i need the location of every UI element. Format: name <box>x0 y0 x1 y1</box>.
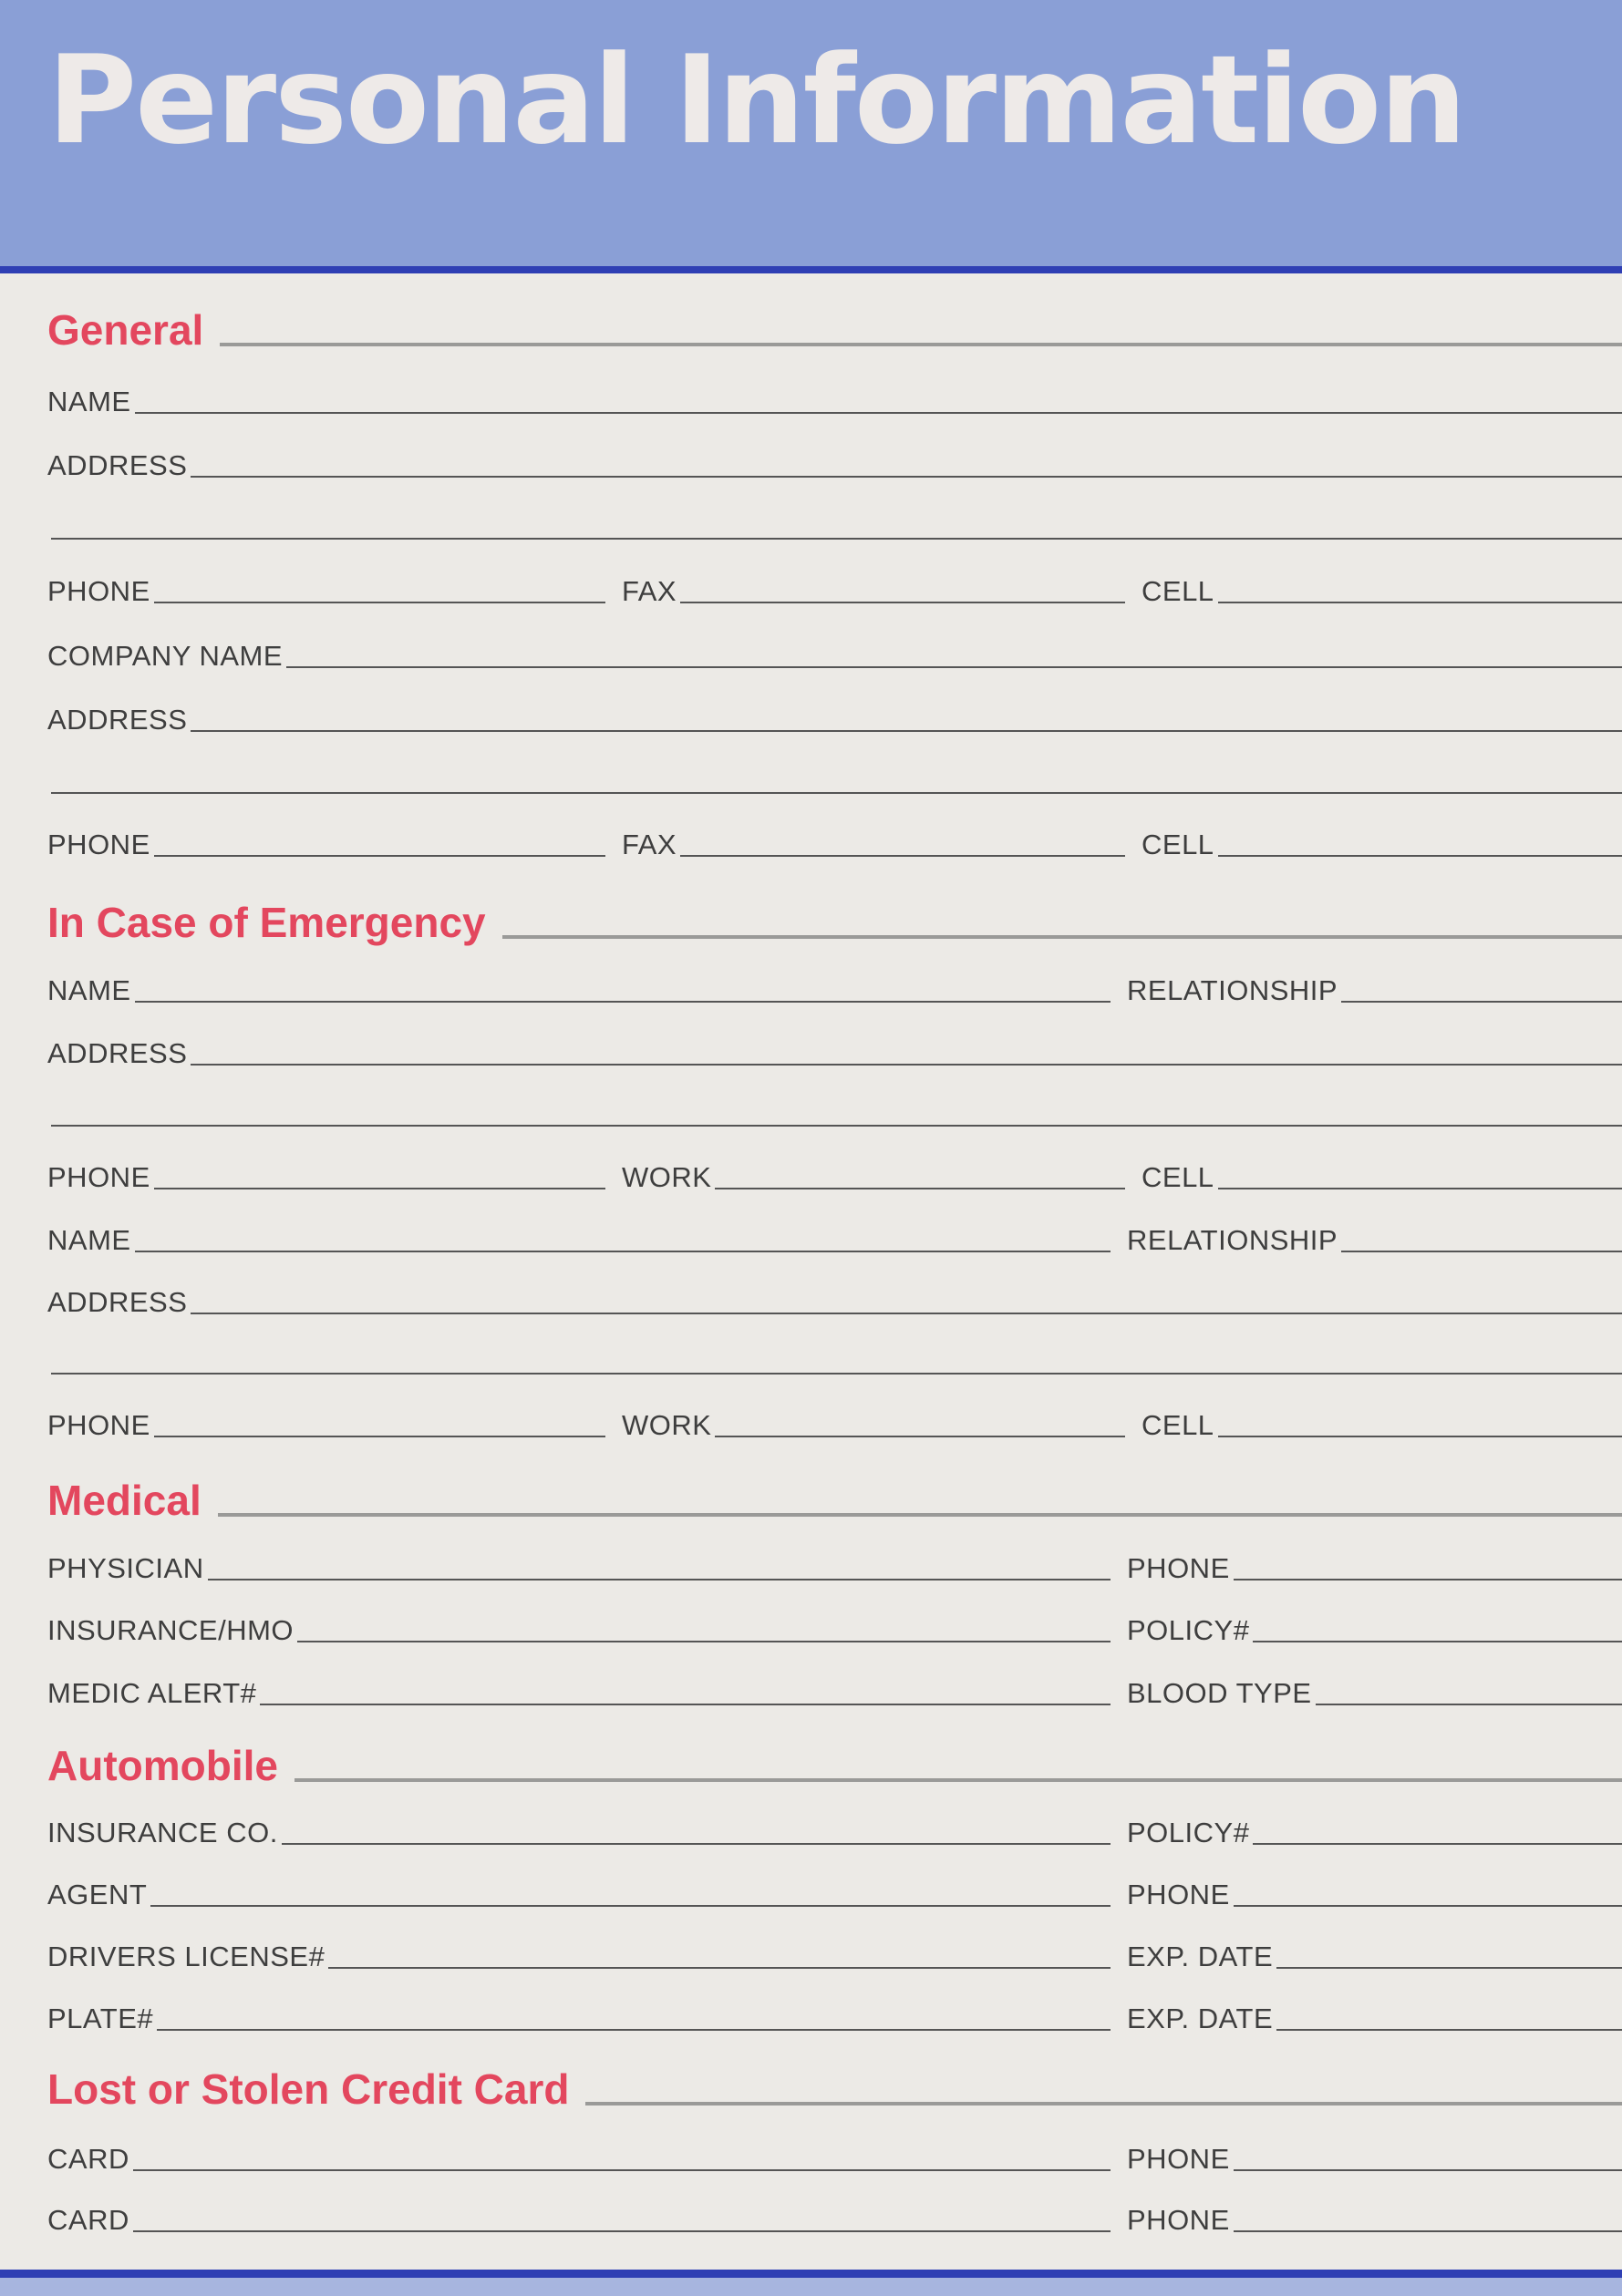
emergency-2-address-field[interactable] <box>47 1282 1622 1318</box>
section-emergency <box>47 899 1622 950</box>
emergency-1-work-field[interactable] <box>605 1157 1125 1193</box>
field-label: PHONE <box>47 1409 150 1441</box>
general-name-field[interactable] <box>47 381 1622 417</box>
blank-line[interactable] <box>1234 1579 1622 1580</box>
field-label: ADDRESS <box>47 449 188 481</box>
blank-line[interactable] <box>286 666 1622 668</box>
field-label: INSURANCE CO. <box>47 1817 278 1848</box>
blank-line[interactable] <box>191 730 1622 732</box>
field-label: FAX <box>622 829 677 860</box>
blank-line[interactable] <box>1341 1251 1622 1252</box>
company-address-field[interactable] <box>47 699 1622 736</box>
blank-line[interactable] <box>1218 1436 1622 1437</box>
header-banner <box>0 0 1622 266</box>
blank-line[interactable] <box>1234 1905 1622 1907</box>
medical-alert-row <box>47 1673 1622 1709</box>
field-label: DRIVERS LICENSE# <box>47 1941 325 1972</box>
field-label: RELATIONSHIP <box>1127 974 1338 1006</box>
field-label: CELL <box>1142 829 1214 860</box>
emergency-2-name-field[interactable] <box>47 1220 1111 1256</box>
blank-line[interactable] <box>680 855 1125 857</box>
section-title-medical: Medical <box>47 1477 218 1524</box>
emergency-2-phone-row <box>47 1405 1622 1441</box>
plate-field[interactable] <box>47 1998 1111 2034</box>
company-phone-row <box>47 824 1622 860</box>
general-name-row <box>47 381 1622 417</box>
blood-type-field[interactable] <box>1111 1673 1622 1709</box>
blank-line[interactable] <box>191 1313 1622 1314</box>
section-rule <box>47 1513 1622 1517</box>
general-phone-row <box>47 571 1622 607</box>
field-label: CARD <box>47 2143 129 2175</box>
blank-line[interactable] <box>1218 855 1622 857</box>
insurance-hmo-field[interactable] <box>47 1610 1111 1646</box>
plate-exp-date-field[interactable] <box>1111 1998 1622 2034</box>
field-label: COMPANY NAME <box>47 640 284 672</box>
blank-line[interactable] <box>1234 2169 1622 2171</box>
field-label: PHONE <box>1127 2204 1230 2236</box>
field-label: CELL <box>1142 1161 1214 1193</box>
blank-line[interactable] <box>154 602 605 603</box>
card-1-phone-field[interactable] <box>1111 2138 1622 2175</box>
emergency-1-phone-row <box>47 1157 1622 1193</box>
auto-insurance-row <box>47 1812 1622 1848</box>
general-address-row <box>47 445 1622 481</box>
blank-line[interactable] <box>191 476 1622 478</box>
agent-field[interactable] <box>47 1874 1111 1910</box>
drivers-license-field[interactable] <box>47 1936 1111 1972</box>
blank-line[interactable] <box>135 1001 1111 1003</box>
blank-line[interactable] <box>297 1641 1111 1642</box>
blank-line[interactable] <box>150 1905 1111 1907</box>
company-fax-field[interactable] <box>605 824 1125 860</box>
field-label: ADDRESS <box>47 704 188 736</box>
card-2-phone-field[interactable] <box>1111 2199 1622 2236</box>
field-label: PHYSICIAN <box>47 1552 204 1584</box>
emergency-1-name-field[interactable] <box>47 970 1111 1006</box>
field-label: NAME <box>47 386 131 417</box>
section-title-automobile: Automobile <box>47 1742 294 1789</box>
auto-plate-row <box>47 1998 1622 2034</box>
medical-insurance-row <box>47 1610 1622 1646</box>
medical-policy-field[interactable] <box>1111 1610 1622 1646</box>
auto-policy-field[interactable] <box>1111 1812 1622 1848</box>
field-label: PHONE <box>1127 2143 1230 2175</box>
blank-line[interactable] <box>1253 1641 1622 1642</box>
company-address-line-2[interactable] <box>51 792 1622 794</box>
field-label: EXP. DATE <box>1127 1941 1274 1972</box>
bottom-divider <box>0 2270 1622 2278</box>
blank-line[interactable] <box>135 412 1622 414</box>
general-phone-field[interactable] <box>47 571 605 607</box>
emergency-1-phone-field[interactable] <box>47 1157 605 1193</box>
emergency-2-address-row <box>47 1282 1622 1318</box>
emergency-1-address-field[interactable] <box>47 1033 1622 1069</box>
top-divider <box>0 266 1622 273</box>
blank-line[interactable] <box>154 855 605 857</box>
field-label: PHONE <box>47 829 150 860</box>
blank-line[interactable] <box>133 2230 1111 2232</box>
company-name-field[interactable] <box>47 635 1622 672</box>
section-title-general: General <box>47 306 220 354</box>
field-label: ADDRESS <box>47 1286 188 1318</box>
emergency-1-relationship-field[interactable] <box>1111 970 1622 1006</box>
section-general <box>47 306 1622 357</box>
blank-line[interactable] <box>1276 1967 1622 1969</box>
field-label: PLATE# <box>47 2003 154 2034</box>
emergency-1-address-row <box>47 1033 1622 1069</box>
section-automobile <box>47 1742 1622 1793</box>
emergency-2-cell-field[interactable] <box>1125 1405 1622 1441</box>
medic-alert-field[interactable] <box>47 1673 1111 1709</box>
emergency-2-relationship-field[interactable] <box>1111 1220 1622 1256</box>
blank-line[interactable] <box>1276 2029 1622 2031</box>
field-label: MEDIC ALERT# <box>47 1677 257 1709</box>
field-label: AGENT <box>47 1879 148 1910</box>
blank-line[interactable] <box>260 1704 1111 1705</box>
company-phone-field[interactable] <box>47 824 605 860</box>
blank-line[interactable] <box>191 1064 1622 1066</box>
emergency-1-name-row <box>47 970 1622 1006</box>
blank-line[interactable] <box>154 1436 605 1437</box>
field-label: NAME <box>47 1224 131 1256</box>
card-2-field[interactable] <box>47 2199 1111 2236</box>
credit-card-1-row <box>47 2138 1622 2175</box>
field-label: CELL <box>1142 575 1214 607</box>
field-label: ADDRESS <box>47 1037 188 1069</box>
emergency-2-work-field[interactable] <box>605 1405 1125 1441</box>
general-address-field[interactable] <box>47 445 1622 481</box>
blank-line[interactable] <box>715 1188 1125 1189</box>
field-label: WORK <box>622 1409 712 1441</box>
page-title: Personal Information <box>47 29 1465 171</box>
blank-line[interactable] <box>135 1251 1111 1252</box>
blank-line[interactable] <box>157 2029 1111 2031</box>
blank-line[interactable] <box>1253 1843 1622 1845</box>
blank-line[interactable] <box>715 1436 1125 1437</box>
field-label: WORK <box>622 1161 712 1193</box>
blank-line[interactable] <box>328 1967 1111 1969</box>
field-label: PHONE <box>47 575 150 607</box>
section-title-emergency: In Case of Emergency <box>47 899 502 946</box>
emergency-1-address-line-2[interactable] <box>51 1125 1622 1127</box>
auto-insurance-field[interactable] <box>47 1812 1111 1848</box>
section-title-credit-card: Lost or Stolen Credit Card <box>47 2065 585 2113</box>
field-label: CARD <box>47 2204 129 2236</box>
field-label: BLOOD TYPE <box>1127 1677 1312 1709</box>
auto-agent-row <box>47 1874 1622 1910</box>
field-label: PHONE <box>47 1161 150 1193</box>
bottom-band <box>0 2278 1622 2296</box>
medical-physician-row <box>47 1548 1622 1584</box>
license-exp-date-field[interactable] <box>1111 1936 1622 1972</box>
blank-line[interactable] <box>1316 1704 1622 1705</box>
general-cell-field[interactable] <box>1125 571 1622 607</box>
field-label: EXP. DATE <box>1127 2003 1274 2034</box>
general-fax-field[interactable] <box>605 571 1125 607</box>
field-label: POLICY# <box>1127 1817 1250 1848</box>
blank-line[interactable] <box>1341 1001 1622 1003</box>
field-label: FAX <box>622 575 677 607</box>
field-label: RELATIONSHIP <box>1127 1224 1338 1256</box>
blank-line[interactable] <box>154 1188 605 1189</box>
blank-line[interactable] <box>1218 602 1622 603</box>
blank-line[interactable] <box>208 1579 1111 1580</box>
field-label: INSURANCE/HMO <box>47 1614 294 1646</box>
emergency-2-address-line-2[interactable] <box>51 1373 1622 1375</box>
field-label: PHONE <box>1127 1552 1230 1584</box>
field-label: PHONE <box>1127 1879 1230 1910</box>
agent-phone-field[interactable] <box>1111 1874 1622 1910</box>
company-name-row <box>47 635 1622 672</box>
section-rule <box>47 343 1622 346</box>
physician-field[interactable] <box>47 1548 1111 1584</box>
emergency-2-name-row <box>47 1220 1622 1256</box>
general-address-line-2[interactable] <box>51 538 1622 540</box>
blank-line[interactable] <box>282 1843 1111 1845</box>
blank-line[interactable] <box>1234 2230 1622 2232</box>
blank-line[interactable] <box>1218 1188 1622 1189</box>
emergency-1-cell-field[interactable] <box>1125 1157 1622 1193</box>
company-address-row <box>47 699 1622 736</box>
section-medical <box>47 1477 1622 1528</box>
field-label: POLICY# <box>1127 1614 1250 1646</box>
blank-line[interactable] <box>133 2169 1111 2171</box>
credit-card-2-row <box>47 2199 1622 2236</box>
field-label: CELL <box>1142 1409 1214 1441</box>
physician-phone-field[interactable] <box>1111 1548 1622 1584</box>
section-credit-card <box>47 2065 1622 2116</box>
blank-line[interactable] <box>680 602 1125 603</box>
company-cell-field[interactable] <box>1125 824 1622 860</box>
card-1-field[interactable] <box>47 2138 1111 2175</box>
field-label: NAME <box>47 974 131 1006</box>
auto-license-row <box>47 1936 1622 1972</box>
emergency-2-phone-field[interactable] <box>47 1405 605 1441</box>
